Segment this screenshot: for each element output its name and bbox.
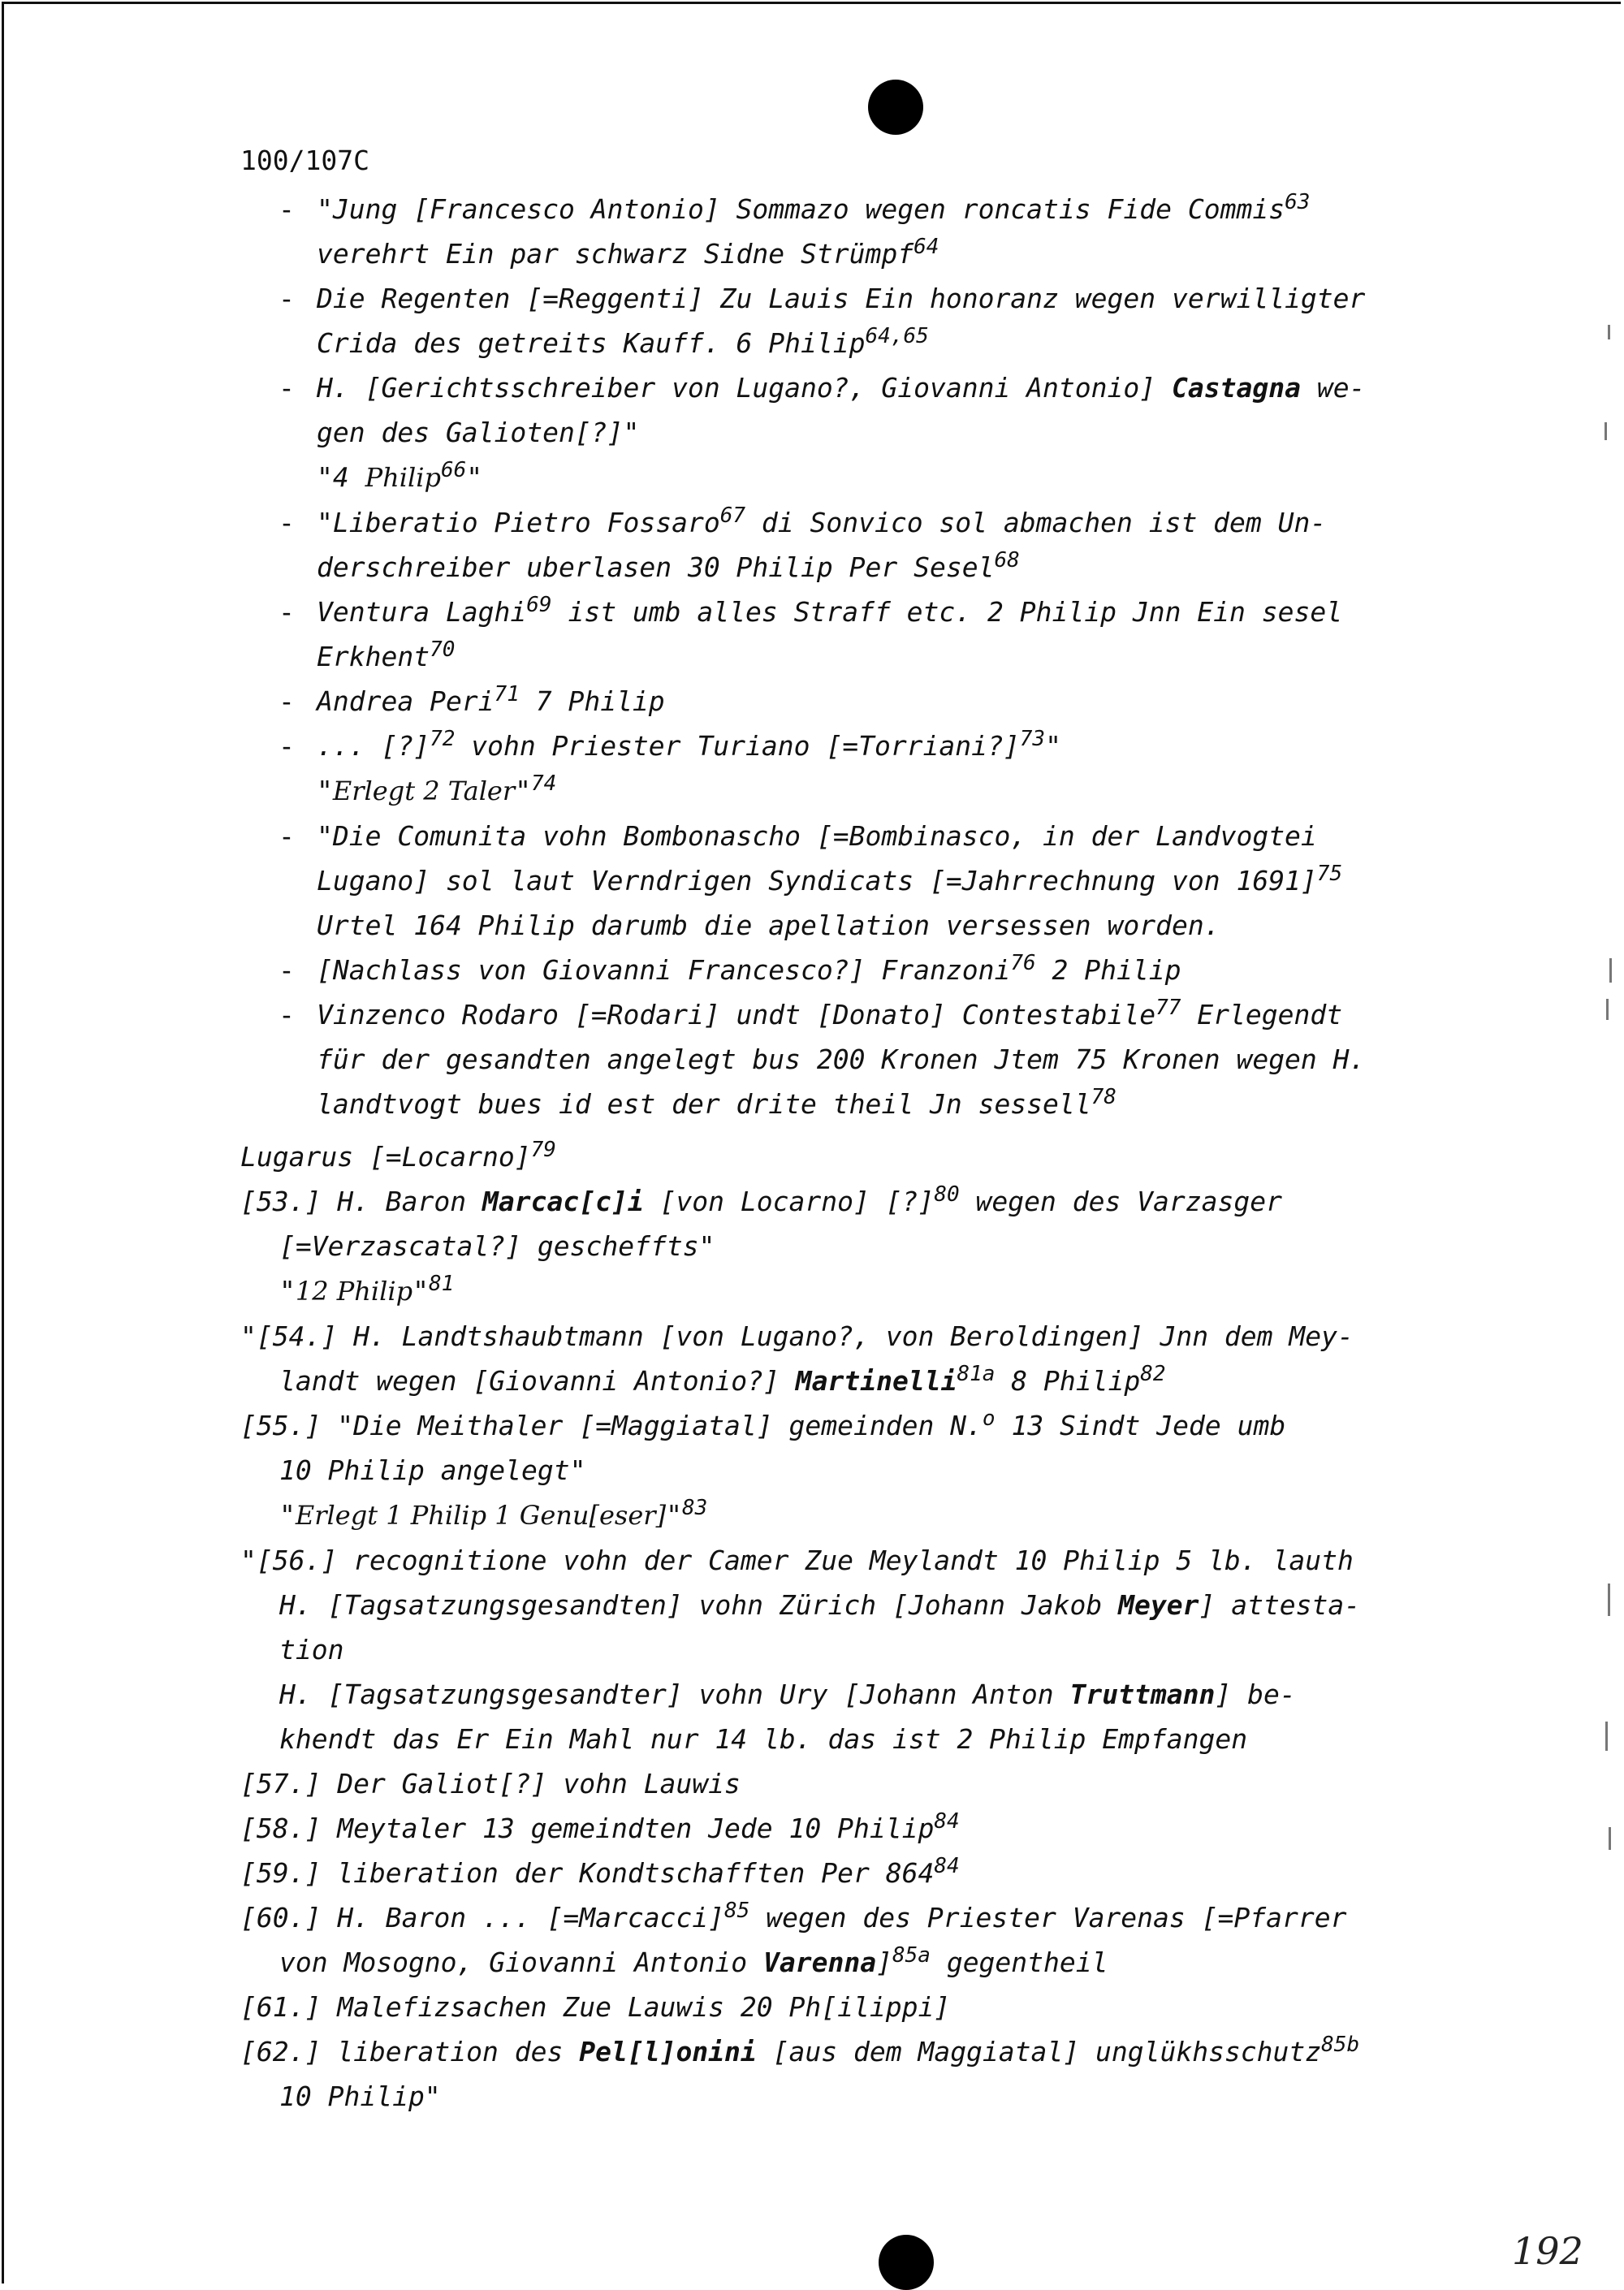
footnote-ref: 74 <box>531 771 557 796</box>
handwritten-note: Erlegt 1 Philip 1 Genu[eser] <box>295 1500 667 1531</box>
bold-name: Truttmann <box>1069 1679 1216 1710</box>
text-line: "Erlegt 2 Taler"$^{74}$ <box>317 771 557 806</box>
text-line: Vinzenco Rodaro [=Rodari] undt [Donato] Contestabile$^{77}$ Erlegendt <box>317 996 1343 1030</box>
text-line: "Liberatio Pietro Fossaro$^{67}$ di Sonvico sol abmachen ist dem Un- <box>317 503 1327 538</box>
text-line: Crida des getreits Kauff. 6 Philip$^{64,65}$ <box>317 324 929 359</box>
bullet-item <box>240 500 1491 590</box>
bullet-dash: - <box>279 283 295 314</box>
bullet-dash: - <box>279 372 295 404</box>
footnote-ref: 70 <box>430 637 456 662</box>
bullet-dash: - <box>279 999 295 1030</box>
text-line: 10 Philip" <box>279 2080 441 2112</box>
punch-hole-bottom <box>879 2235 934 2290</box>
text-line: "[56.] recognitione vohn der Camer Zue Meylandt 10 Philip 5 lb. lauth <box>240 1545 1354 1576</box>
text-line: "Die Comunita vohn Bombonascho [=Bombinasco, in der Landvogtei <box>317 820 1317 852</box>
bullet-item <box>240 814 1491 948</box>
handwritten-note: Erlegt 2 Taler <box>332 776 516 806</box>
text-line: Lugano] sol laut Verndrigen Syndicats [=Jahrrechnung von 1691]$^{75}$ <box>317 862 1343 897</box>
footnote-ref: 81a <box>957 1362 996 1386</box>
bold-name: Meyer <box>1118 1589 1199 1621</box>
footnote-ref: 82 <box>1140 1362 1166 1386</box>
footnote-ref: 85b <box>1321 2033 1360 2057</box>
handwritten-note: Philip <box>365 462 441 493</box>
bullet-item <box>240 187 1491 276</box>
footnote-ref: 64,65 <box>865 324 929 348</box>
footnote-ref: 64 <box>914 235 939 259</box>
footnote-ref: 79 <box>530 1138 556 1162</box>
footnote-ref: 85a <box>892 1943 931 1968</box>
page-identifier: 100/107C <box>240 145 369 176</box>
footnote-ref: 84 <box>934 1809 960 1834</box>
text-line: Erkhent$^{70}$ <box>317 637 456 672</box>
footnote-ref: 63 <box>1285 190 1311 214</box>
text-line: ... [?]$^{72}$ vohn Priester Turiano [=Torriani?]$^{73}$" <box>317 727 1061 762</box>
text-line: "12 Philip"$^{81}$ <box>279 1272 455 1307</box>
section-heading-line: Lugarus [=Locarno]$^{79}$ <box>240 1138 556 1173</box>
text-line: [59.] liberation der Kondtschafften Per $864^{84}$ <box>240 1854 960 1889</box>
text-line: [61.] Malefizsachen Zue Lauwis 20 Ph[ilippi] <box>240 1991 951 2023</box>
footnote-ref: 83 <box>681 1496 708 1520</box>
numbered-entry <box>240 1761 1491 1806</box>
footnote-ref: 71 <box>494 682 520 706</box>
entry-list <box>240 1179 1491 2119</box>
numbered-entry <box>240 1985 1491 2029</box>
text-line: landtvogt bues id est der drite theil Jn sessell$^{78}$ <box>317 1085 1116 1120</box>
text-line: für der gesandten angelegt bus 200 Kronen Jtem 75 Kronen wegen H. <box>317 1043 1366 1075</box>
margin-marks <box>1601 325 1618 1868</box>
bullet-item <box>240 679 1491 724</box>
footnote-ref: 77 <box>1155 996 1181 1020</box>
bullet-dash: - <box>279 820 295 852</box>
bullet-dash: - <box>279 596 295 628</box>
footnote-ref: 69 <box>526 593 552 617</box>
text-line: "Erlegt 1 Philip 1 Genu[eser]"$^{83}$ <box>279 1496 708 1531</box>
text-line: Urtel 164 Philip darumb die apellation versessen worden. <box>317 910 1220 941</box>
bullet-dash: - <box>279 685 295 717</box>
bullet-dash: - <box>279 954 295 986</box>
footnote-ref: 72 <box>430 727 456 751</box>
numbered-entry <box>240 1538 1491 1761</box>
bullet-item <box>240 948 1491 992</box>
numbered-entry <box>240 1314 1491 1403</box>
text-line: Die Regenten [=Reggenti] Zu Lauis Ein honoranz wegen verwilligter <box>317 283 1366 314</box>
folio-number: 192 <box>1512 2229 1583 2273</box>
text-line: Andrea Peri$^{71}$ 7 Philip <box>317 682 665 717</box>
text-line: H. [Tagsatzungsgesandten] vohn Zürich [Johann Jakob Meyer] attesta- <box>279 1589 1361 1621</box>
text-line: [53.] H. Baron Marcac[c]i [von Locarno] [?]$^{80}$ wegen des Varzasger <box>240 1182 1282 1217</box>
bullet-dash: - <box>279 730 295 762</box>
text-line: "Jung [Francesco Antonio] Sommazo wegen roncatis Fide Commis$^{63}$ <box>317 190 1311 225</box>
text-line: [55.] "Die Meithaler [=Maggiatal] gemeinden N.$^o$ 13 Sindt Jede umb <box>240 1406 1286 1441</box>
footnote-ref: 67 <box>719 503 746 528</box>
bullet-item <box>240 590 1491 679</box>
section-heading <box>240 1134 1491 1179</box>
text-line: landt wegen [Giovanni Antonio?] Martinelli$^{81a}$ 8 Philip$^{82}$ <box>279 1362 1166 1397</box>
numbered-entry <box>240 2029 1491 2119</box>
bullet-list <box>240 187 1491 1126</box>
text-line: "[54.] H. Landtshaubtmann [von Lugano?, von Beroldingen] Jnn dem Mey- <box>240 1320 1354 1352</box>
bullet-item <box>240 992 1491 1126</box>
punch-hole-top <box>868 80 923 135</box>
bold-name: Pel[l]onini <box>579 2036 757 2067</box>
bullet-item <box>240 365 1491 500</box>
footnote-ref: 75 <box>1316 862 1343 886</box>
text-line: [58.] Meytaler 13 gemeindten Jede 10 Philip$^{84}$ <box>240 1809 960 1844</box>
text-line: derschreiber uberlasen 30 Philip Per Sesel$^{68}$ <box>317 548 1020 583</box>
footnote-ref: 80 <box>934 1182 960 1207</box>
text-line: khendt das Er Ein Mahl nur 14 lb. das ist 2 Philip Empfangen <box>279 1723 1248 1755</box>
numbered-entry <box>240 1895 1491 1985</box>
bold-name: Castagna <box>1172 372 1301 404</box>
text-line: [62.] liberation des Pel[l]onini [aus dem Maggiatal] unglükhsschutz$^{85b}$ <box>240 2033 1360 2067</box>
footnote-ref: 85 <box>724 1899 750 1923</box>
bold-name: Martinelli <box>795 1365 957 1397</box>
text-line: 10 Philip angelegt" <box>279 1454 586 1486</box>
numbered-entry <box>240 1806 1491 1851</box>
footnote-ref: o <box>982 1406 996 1431</box>
numbered-entry <box>240 1179 1491 1314</box>
text-line: [57.] Der Galiot[?] vohn Lauwis <box>240 1768 741 1800</box>
numbered-entry <box>240 1851 1491 1895</box>
footnote-ref: 73 <box>1019 727 1046 751</box>
text-line: verehrt Ein par schwarz Sidne Strümpf$^{64}$ <box>317 235 939 270</box>
text-line: [=Verzascatal?] gescheffts" <box>279 1230 715 1262</box>
bullet-item <box>240 276 1491 365</box>
bullet-dash: - <box>279 193 295 225</box>
footnote-ref: 78 <box>1091 1085 1116 1109</box>
bullet-item <box>240 724 1491 814</box>
text-line: [Nachlass von Giovanni Francesco?] Franzoni$^{76}$ 2 Philip <box>317 951 1181 986</box>
transcription-body <box>240 187 1491 2119</box>
numbered-entry <box>240 1403 1491 1538</box>
footnote-ref: 76 <box>1010 951 1036 975</box>
footnote-ref: 81 <box>428 1272 455 1296</box>
text-line: H. [Tagsatzungsgesandter] vohn Ury [Johann Anton Truttmann] be- <box>279 1679 1296 1710</box>
text-line: von Mosogno, Giovanni Antonio Varenna]$^{85a}$ gegentheil <box>279 1943 1108 1978</box>
bold-name: Marcac[c]i <box>482 1186 644 1217</box>
footnote-ref: 66 <box>440 458 467 482</box>
handwritten-note: 12 Philip <box>295 1276 413 1307</box>
text-line: "4 Philip$^{66}$" <box>317 458 483 493</box>
footnote-ref: 68 <box>994 548 1020 572</box>
bullet-dash: - <box>279 507 295 538</box>
bold-name: Varenna <box>763 1946 877 1978</box>
footnote-ref: 84 <box>934 1854 960 1878</box>
text-line: tion <box>279 1634 344 1666</box>
text-line: H. [Gerichtsschreiber von Lugano?, Giovanni Antonio] Castagna we- <box>317 372 1366 404</box>
text-line: gen des Galioten[?]" <box>317 417 640 448</box>
text-line: Ventura Laghi$^{69}$ ist umb alles Straff etc. 2 Philip Jnn Ein sesel <box>317 593 1343 628</box>
text-line: [60.] H. Baron ... [=Marcacci]$^{85}$ wegen des Priester Varenas [=Pfarrer <box>240 1899 1347 1934</box>
